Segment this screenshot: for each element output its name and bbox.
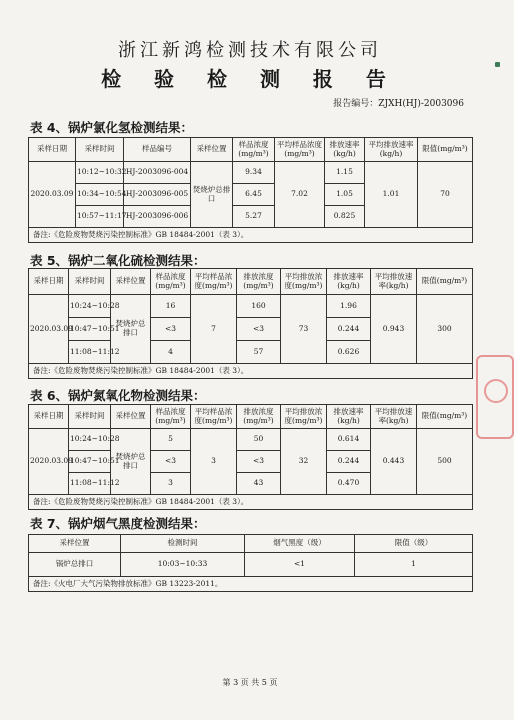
t4-rate: 1.05: [325, 184, 365, 206]
table6: [28, 404, 473, 510]
t4-sample-id: HJ-2003096-006: [124, 206, 191, 228]
table5-title: 表 5、锅炉二氧化硫检测结果：: [30, 253, 206, 268]
t5-conc: 16: [151, 295, 191, 318]
t4-limit: 70: [418, 162, 473, 228]
t5-date: 2020.03.09: [29, 295, 69, 364]
t4-h-limit: 限值(mg/m³): [418, 138, 473, 162]
t7-h-time: 检测时间: [121, 535, 245, 553]
t6-h-time: 采样时间: [69, 405, 111, 429]
t6-time: 10:24~10:28: [69, 429, 111, 451]
t4-sample-id: HJ-2003096-004: [124, 162, 191, 184]
table-row: [29, 295, 473, 318]
t7-time: 10:03~10:33: [121, 553, 245, 577]
t5-h-avg-rate: 平均排放速率(kg/h): [371, 269, 417, 295]
t4-avg-conc: 7.02: [275, 162, 325, 228]
red-stamp: [476, 355, 514, 439]
t4-conc: 6.45: [233, 184, 275, 206]
t7-value: <1: [245, 553, 355, 577]
t5-avg-conc: 7: [191, 295, 237, 364]
table4-title: 表 4、锅炉氯化氢检测结果：: [30, 120, 194, 135]
report-number: 报告编号：ZJXH(HJ)-2003096: [333, 99, 464, 109]
t5-emit: <3: [237, 318, 281, 341]
t5-conc: <3: [151, 318, 191, 341]
table-row: [29, 162, 473, 184]
page-number: 第 3 页 共 5 页: [222, 678, 278, 687]
t7-h-limit: 限值（级）: [355, 535, 473, 553]
t5-h-emit: 排放浓度(mg/m³): [237, 269, 281, 295]
t7-h-value: 烟气黑度（级）: [245, 535, 355, 553]
t4-time: 10:12~10:32: [76, 162, 124, 184]
t5-conc: 4: [151, 341, 191, 364]
t4-date: 2020.03.09: [29, 162, 76, 228]
t5-h-avg-conc: 平均样品浓度(mg/m³): [191, 269, 237, 295]
t5-note: 备注:《危险废物焚烧污染控制标准》GB 18484-2001（表 3）。: [29, 364, 473, 379]
t5-rate: 0.244: [327, 318, 371, 341]
t4-h-conc: 样品浓度(mg/m³): [233, 138, 275, 162]
t6-avg-rate: 0.443: [371, 429, 417, 495]
table4: [28, 137, 473, 243]
t6-time: 10:47~10:51: [69, 451, 111, 473]
t5-h-rate: 排放速率(kg/h): [327, 269, 371, 295]
table-row: [29, 553, 473, 577]
t6-h-rate: 排放速率(kg/h): [327, 405, 371, 429]
t5-h-conc: 样品浓度(mg/m³): [151, 269, 191, 295]
table7: [28, 534, 473, 592]
t6-conc: <3: [151, 451, 191, 473]
t7-note: 备注:《火电厂大气污染物排放标准》GB 13223-2011。: [29, 577, 473, 592]
t7-h-location: 采样位置: [29, 535, 121, 553]
t5-location: 焚烧炉总排口: [111, 295, 151, 364]
t4-h-id: 样品编号: [124, 138, 191, 162]
t5-time: 10:24~10:28: [69, 295, 111, 318]
t6-limit: 500: [417, 429, 473, 495]
t4-time: 10:57~11:17: [76, 206, 124, 228]
t6-rate: 0.244: [327, 451, 371, 473]
t6-rate: 0.470: [327, 473, 371, 495]
table5-header-row: [29, 269, 473, 295]
t6-h-location: 采样位置: [111, 405, 151, 429]
table4-header-row: [29, 138, 473, 162]
t5-emit: 160: [237, 295, 281, 318]
table7-title: 表 7、锅炉烟气黑度检测结果：: [30, 516, 206, 531]
stamp-seal-icon: [484, 379, 508, 403]
t4-conc: 5.27: [233, 206, 275, 228]
t6-note: 备注:《危险废物焚烧污染控制标准》GB 18484-2001（表 3）。: [29, 495, 473, 510]
t6-h-limit: 限值(mg/m³): [417, 405, 473, 429]
t6-conc: 3: [151, 473, 191, 495]
t6-emit: 43: [237, 473, 281, 495]
t4-location: 焚烧炉总排口: [191, 162, 233, 228]
t5-limit: 300: [417, 295, 473, 364]
t6-emit: <3: [237, 451, 281, 473]
t5-h-time: 采样时间: [69, 269, 111, 295]
t7-limit: 1: [355, 553, 473, 577]
t4-rate: 0.825: [325, 206, 365, 228]
table5: [28, 268, 473, 379]
t5-time: 10:47~10:51: [69, 318, 111, 341]
t6-emit: 50: [237, 429, 281, 451]
t5-rate: 0.626: [327, 341, 371, 364]
company-name: 浙江新鸿检测技术有限公司: [118, 40, 382, 61]
t6-h-date: 采样日期: [29, 405, 69, 429]
t5-emit: 57: [237, 341, 281, 364]
t4-h-date: 采样日期: [29, 138, 76, 162]
t4-note: 备注:《危险废物焚烧污染控制标准》GB 18484-2001（表 3）。: [29, 228, 473, 243]
t4-avg-rate: 1.01: [365, 162, 418, 228]
t6-location: 焚烧炉总排口: [111, 429, 151, 495]
t6-h-avg-conc: 平均样品浓度(mg/m³): [191, 405, 237, 429]
t6-h-emit: 排放浓度(mg/m³): [237, 405, 281, 429]
t6-rate: 0.614: [327, 429, 371, 451]
t5-rate: 1.96: [327, 295, 371, 318]
table7-header-row: [29, 535, 473, 553]
t4-rate: 1.15: [325, 162, 365, 184]
edge-mark: [495, 62, 500, 67]
table-row: [29, 429, 473, 451]
table6-header-row: [29, 405, 473, 429]
t6-date: 2020.03.09: [29, 429, 69, 495]
t6-avg-conc: 3: [191, 429, 237, 495]
t5-h-date: 采样日期: [29, 269, 69, 295]
t6-time: 11:08~11:12: [69, 473, 111, 495]
report-title: 检 验 检 测 报 告: [101, 67, 399, 91]
t5-time: 11:08~11:12: [69, 341, 111, 364]
t4-h-location: 采样位置: [191, 138, 233, 162]
t6-h-conc: 样品浓度(mg/m³): [151, 405, 191, 429]
t4-conc: 9.34: [233, 162, 275, 184]
t7-location: 锅炉总排口: [29, 553, 121, 577]
t6-h-avg-emit: 平均排放浓度(mg/m³): [281, 405, 327, 429]
t4-h-rate: 排放速率(kg/h): [325, 138, 365, 162]
t4-time: 10:34~10:54: [76, 184, 124, 206]
t6-avg-emit: 32: [281, 429, 327, 495]
t5-h-avg-emit: 平均排放浓度(mg/m³): [281, 269, 327, 295]
t6-conc: 5: [151, 429, 191, 451]
t5-avg-emit: 73: [281, 295, 327, 364]
t4-h-avg-conc: 平均样品浓度(mg/m³): [275, 138, 325, 162]
t4-h-time: 采样时间: [76, 138, 124, 162]
t6-h-avg-rate: 平均排放速率(kg/h): [371, 405, 417, 429]
table6-title: 表 6、锅炉氮氧化物检测结果：: [30, 388, 206, 403]
t5-h-limit: 限值(mg/m³): [417, 269, 473, 295]
t4-sample-id: HJ-2003096-005: [124, 184, 191, 206]
t4-h-avg-rate: 平均排放速率(kg/h): [365, 138, 418, 162]
t5-avg-rate: 0.943: [371, 295, 417, 364]
t5-h-location: 采样位置: [111, 269, 151, 295]
